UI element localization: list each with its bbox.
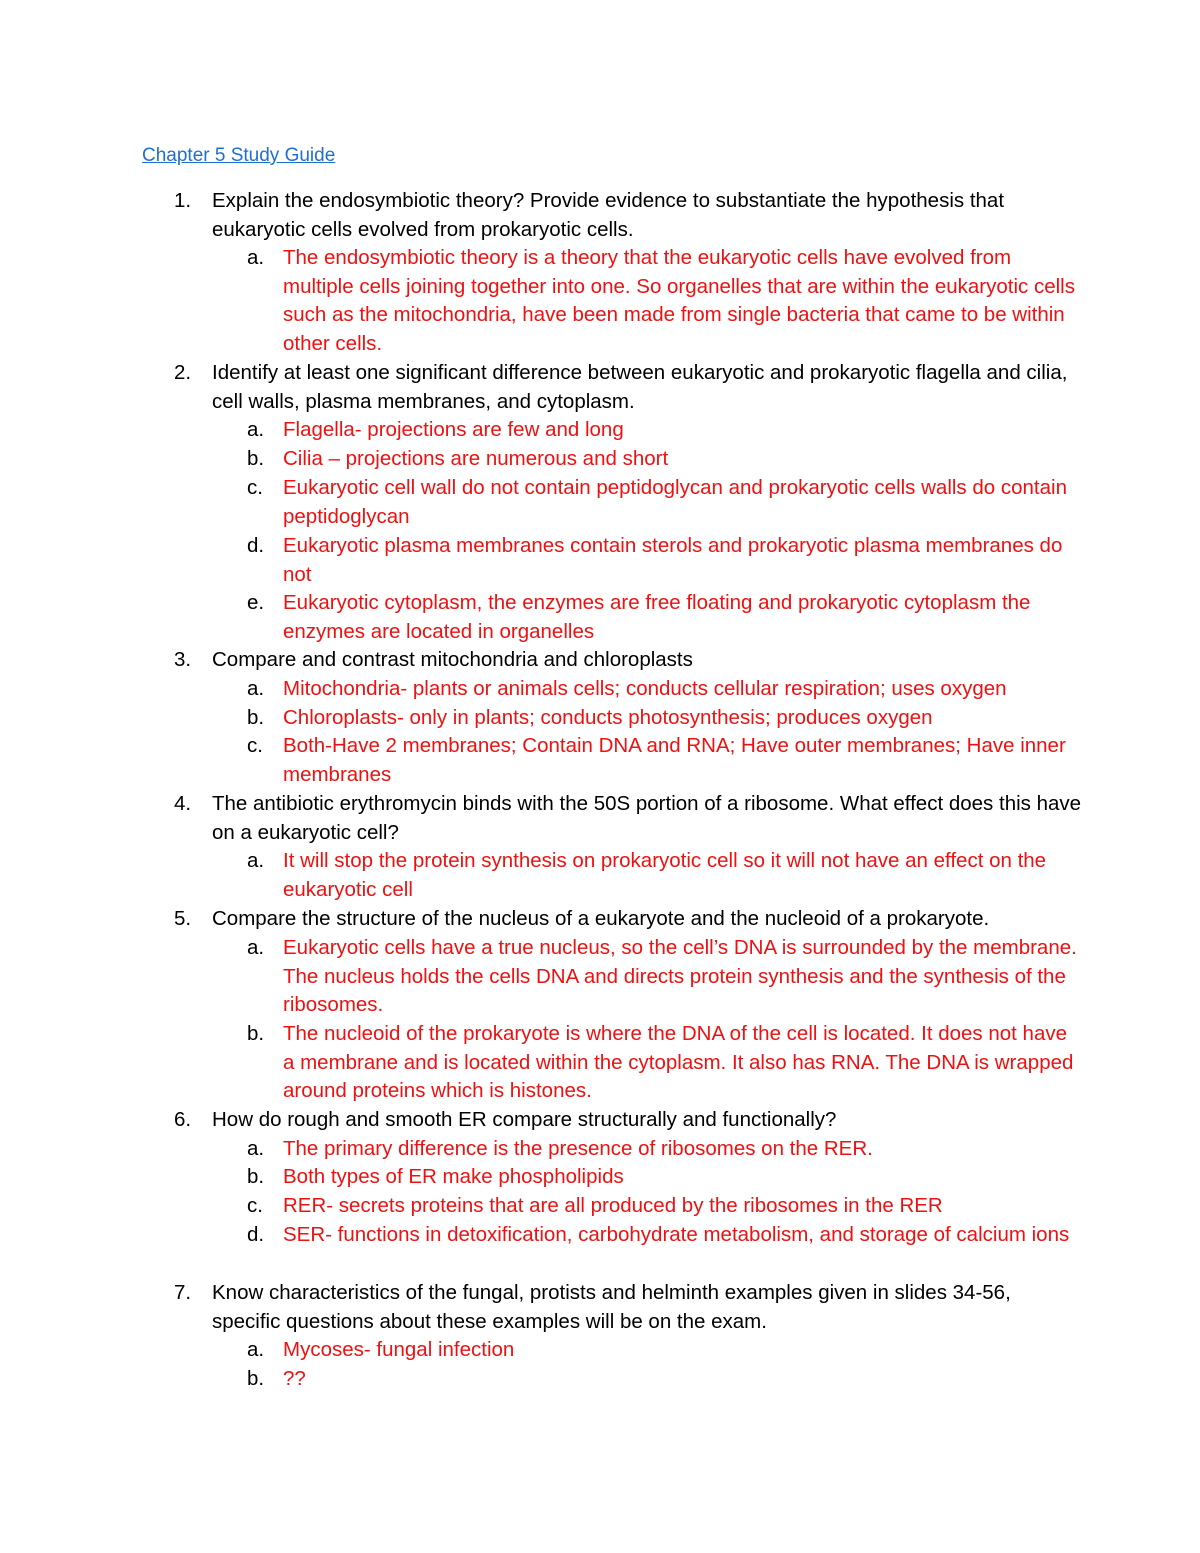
answer-text: Cilia – projections are numerous and short [283,447,669,470]
question-number: 4. [174,792,192,815]
answer-letter: a. [247,246,265,269]
answer-letter: a. [247,418,265,441]
answer-text: Chloroplasts- only in plants; conducts photosynthesis; produces oxygen [283,706,933,729]
question-text: Identify at least one significant difference between eukaryotic and prokaryotic flagella and cilia, cell walls, plasma membranes, and cytoplasm. [212,361,1068,413]
question-text: Explain the endosymbiotic theory? Provide evidence to substantiate the hypothesis that eukaryotic cells evolved from prokaryotic cells. [212,189,1005,241]
question-text: Know characteristics of the fungal, protists and helminth examples given in slides 34-56, specific questions about these examples will be on the exam. [212,1281,1011,1333]
question-number: 3. [174,648,192,671]
answer-text: ?? [283,1367,306,1390]
answer-letter: a. [247,936,265,959]
answer-letter: d. [247,534,265,557]
answer-text: Mycoses- fungal infection [283,1338,515,1361]
question-number: 7. [174,1281,192,1304]
answer-letter: d. [247,1223,265,1246]
answer-letter: b. [247,1165,265,1188]
answer-text: RER- secrets proteins that are all produced by the ribosomes in the RER [283,1194,943,1217]
answer-text: Mitochondria- plants or animals cells; conducts cellular respiration; uses oxygen [283,677,1007,700]
answer-letter: a. [247,1338,265,1361]
question-text: The antibiotic erythromycin binds with the 50S portion of a ribosome. What effect does this have on a eukaryotic cell? [212,792,1082,844]
answer-letter: c. [247,1194,263,1217]
document-title: Chapter 5 Study Guide [142,145,336,166]
answer-text: Both types of ER make phospholipids [283,1165,624,1188]
answer-letter: c. [247,734,263,757]
answer-text: Eukaryotic cell wall do not contain peptidoglycan and prokaryotic cells walls do contain peptidoglycan [283,476,1067,528]
answer-letter: b. [247,1367,265,1390]
question-number: 1. [174,189,192,212]
answer-letter: e. [247,591,265,614]
answer-letter: b. [247,447,265,470]
question-text: Compare the structure of the nucleus of a eukaryote and the nucleoid of a prokaryote. [212,907,990,930]
question-text: Compare and contrast mitochondria and chloroplasts [212,648,693,671]
question-text: How do rough and smooth ER compare structurally and functionally? [212,1108,837,1131]
answer-letter: b. [247,706,265,729]
answer-text: The nucleoid of the prokaryote is where the DNA of the cell is located. It does not have a membrane and is located within the cytoplasm. It also has RNA. The DNA is wrapped around proteins which is histones. [283,1022,1074,1103]
question-number: 5. [174,907,192,930]
answer-text: The primary difference is the presence of ribosomes on the RER. [283,1137,873,1160]
question-number: 2. [174,361,192,384]
answer-text: SER- functions in detoxification, carbohydrate metabolism, and storage of calcium ions [283,1223,1070,1246]
answer-text: Eukaryotic cells have a true nucleus, so the cell’s DNA is surrounded by the membrane. The nucleus holds the cells DNA and directs protein synthesis and the synthesis of the ribosomes. [283,936,1077,1017]
answer-text: The endosymbiotic theory is a theory that the eukaryotic cells have evolved from multiple cells joining together into one. So organelles that are within the eukaryotic cells such as the mitochondria, have been made from single bacteria that came to be within other cells. [283,246,1075,356]
answer-text: Eukaryotic plasma membranes contain sterols and prokaryotic plasma membranes do not [283,534,1063,586]
answer-text: Both-Have 2 membranes; Contain DNA and RNA; Have outer membranes; Have inner membranes [283,734,1066,786]
answer-text: Flagella- projections are few and long [283,418,624,441]
answer-text: Eukaryotic cytoplasm, the enzymes are free floating and prokaryotic cytoplasm the enzymes are located in organelles [283,591,1031,643]
answer-letter: c. [247,476,263,499]
answer-letter: a. [247,1137,265,1160]
answer-letter: b. [247,1022,265,1045]
answer-letter: a. [247,849,265,872]
answer-letter: a. [247,677,265,700]
answer-text: It will stop the protein synthesis on prokaryotic cell so it will not have an effect on the eukaryotic cell [283,849,1047,901]
question-number: 6. [174,1108,192,1131]
